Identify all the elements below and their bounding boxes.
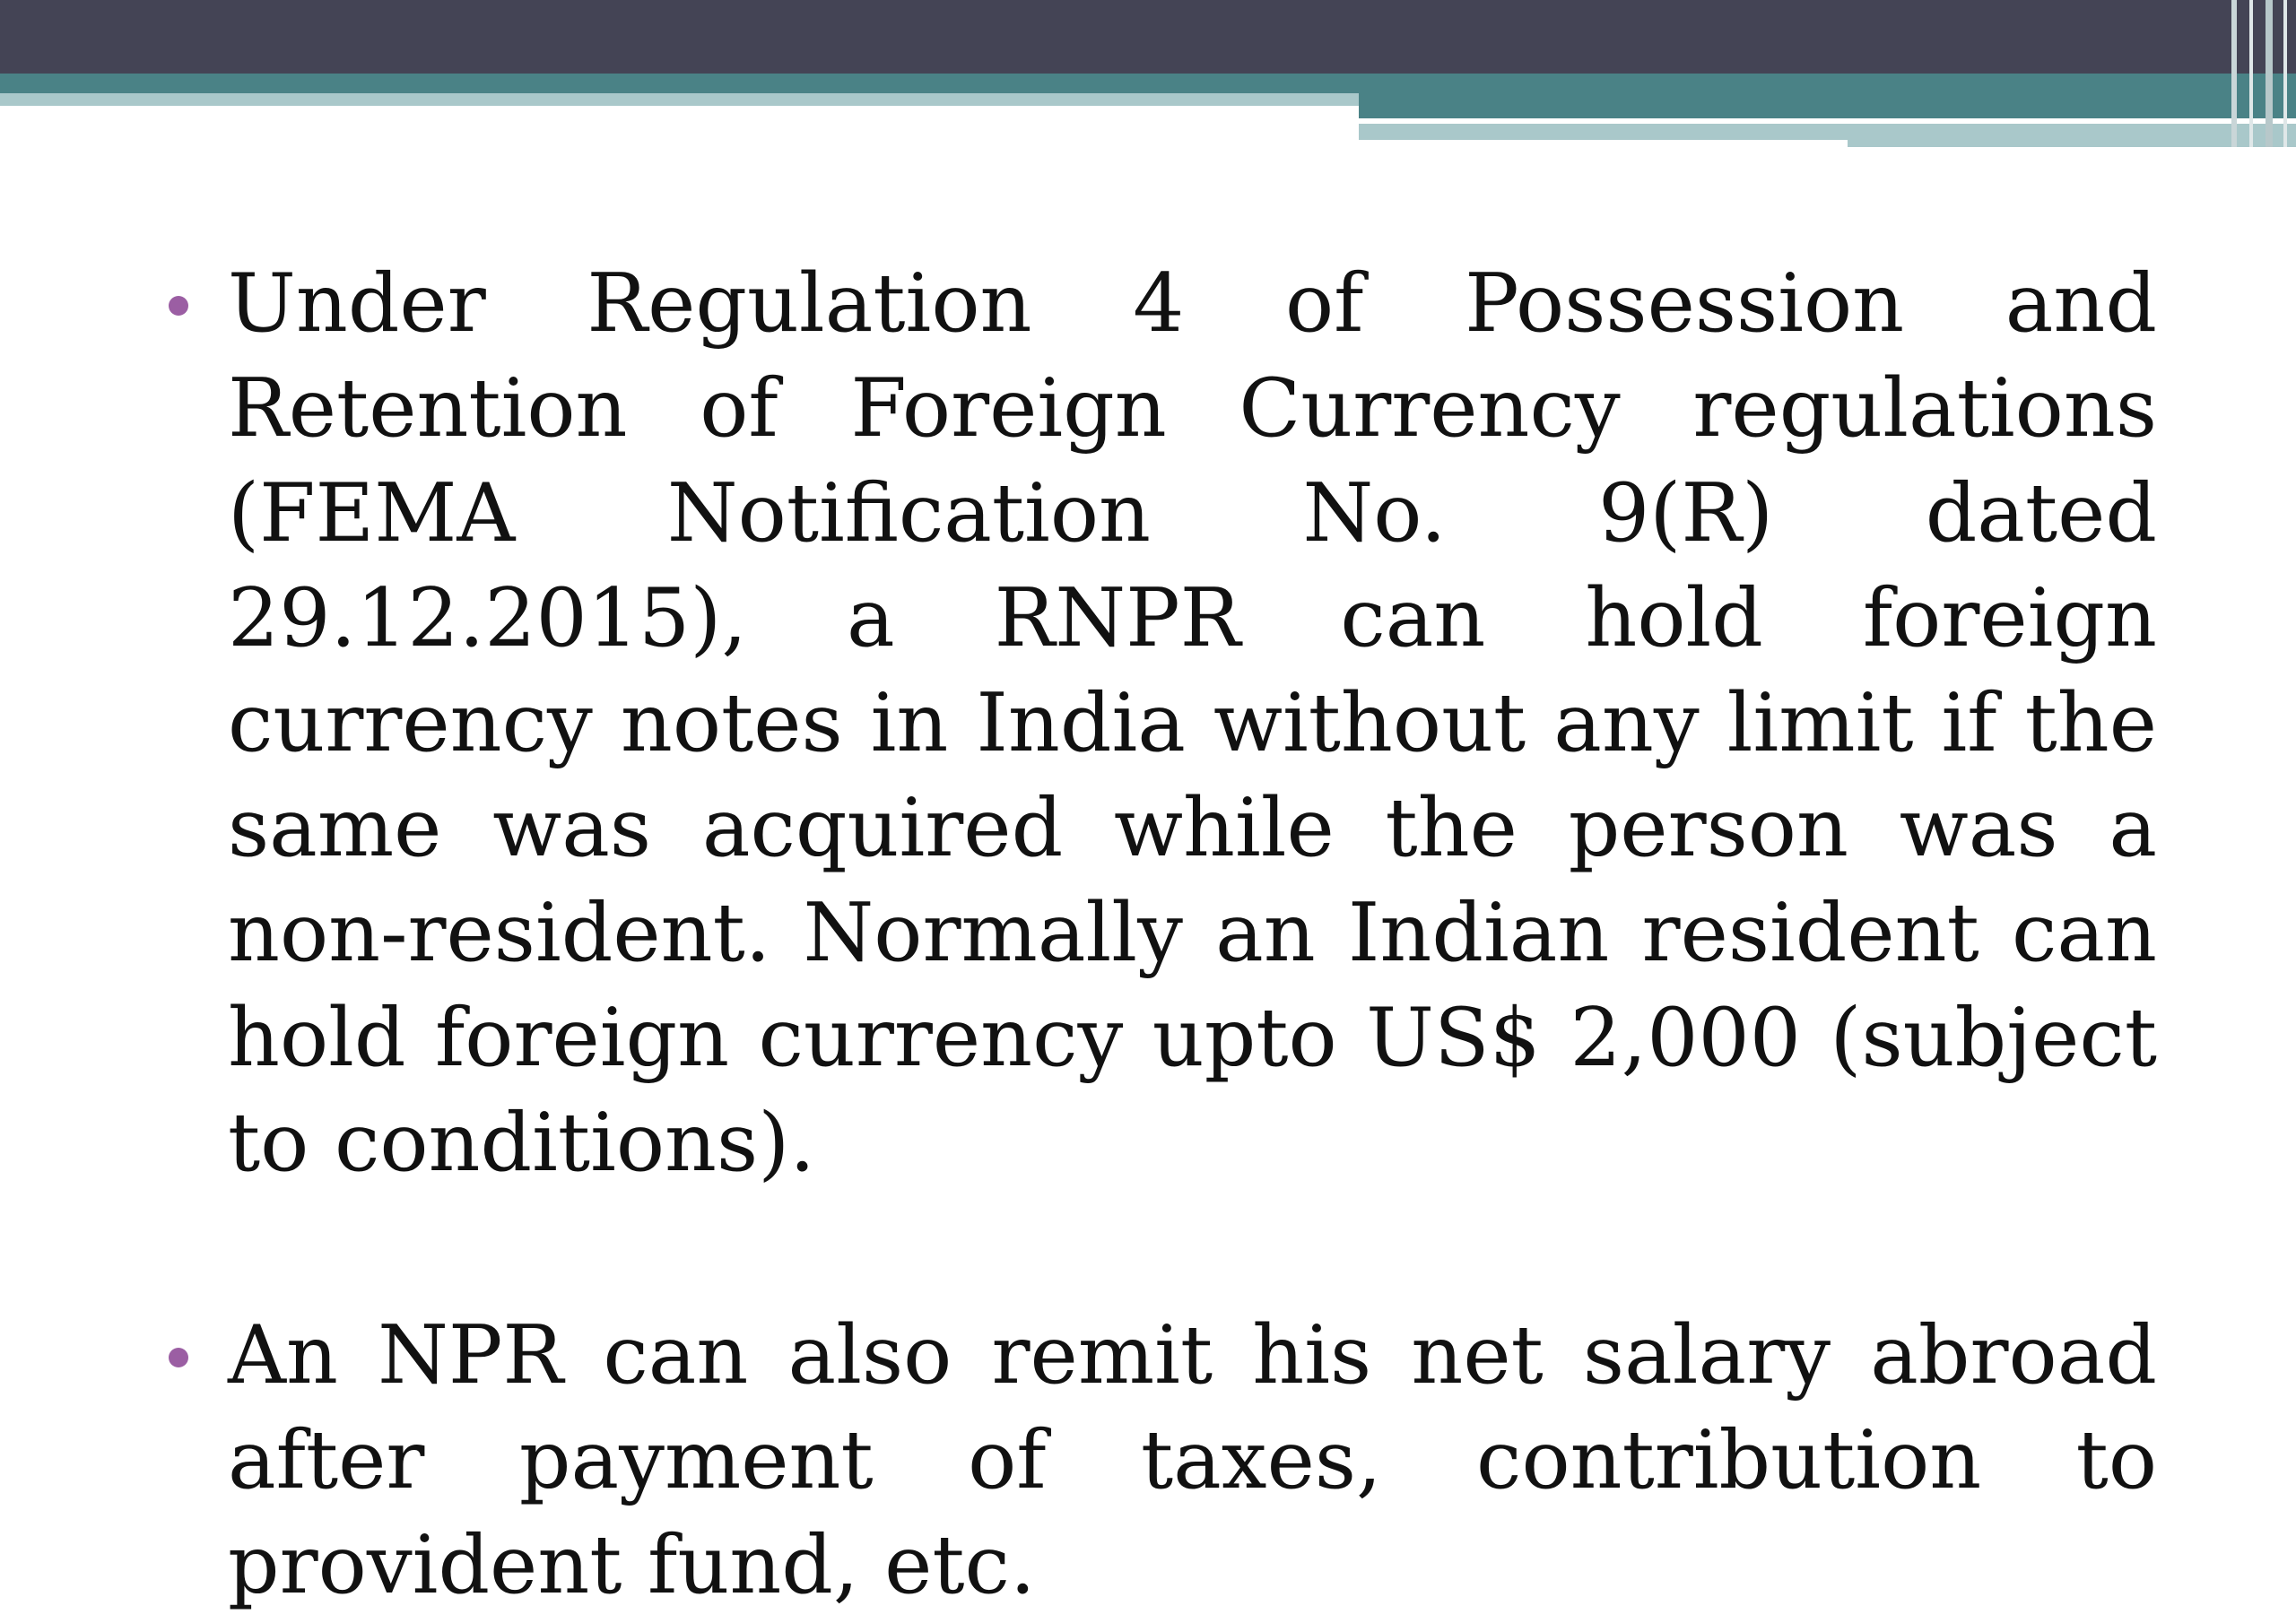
bullet-item (161, 1303, 2157, 1618)
header-dark-band (0, 0, 2296, 74)
header-light-band-left (0, 93, 1359, 106)
bullet-dot-icon (169, 1348, 188, 1367)
header-edge-stripe (2266, 0, 2273, 147)
bullet-text: Under Regulation 4 of Possession and Retention of Foreign Currency regulations (FEMA Notification No. 9(R) dated 29.12.2015), a RNPR can hold foreign currency notes in India without any limit if the same was acquired while the person was a non-resident. Normally an Indian resident can hold foreign currency upto US$ 2,000 (subject to conditions). (228, 256, 2157, 1190)
bullet-dot-icon (169, 296, 188, 316)
header-edge-stripe (2283, 0, 2287, 147)
bullet-item (161, 251, 2157, 1195)
bullet-text: An NPR can also remit his net salary abroad after payment of taxes, contribution to provident fund, etc. (228, 1308, 2157, 1612)
header-edge-stripe (2249, 0, 2253, 147)
header-edge-stripe (2231, 0, 2237, 147)
header-teal-band-right (1359, 93, 2296, 118)
header-teal-band (0, 74, 2296, 93)
header-light-band-right-step (1848, 140, 2296, 147)
header-light-band-right (1359, 124, 2296, 140)
bullet-list (161, 251, 2157, 1618)
